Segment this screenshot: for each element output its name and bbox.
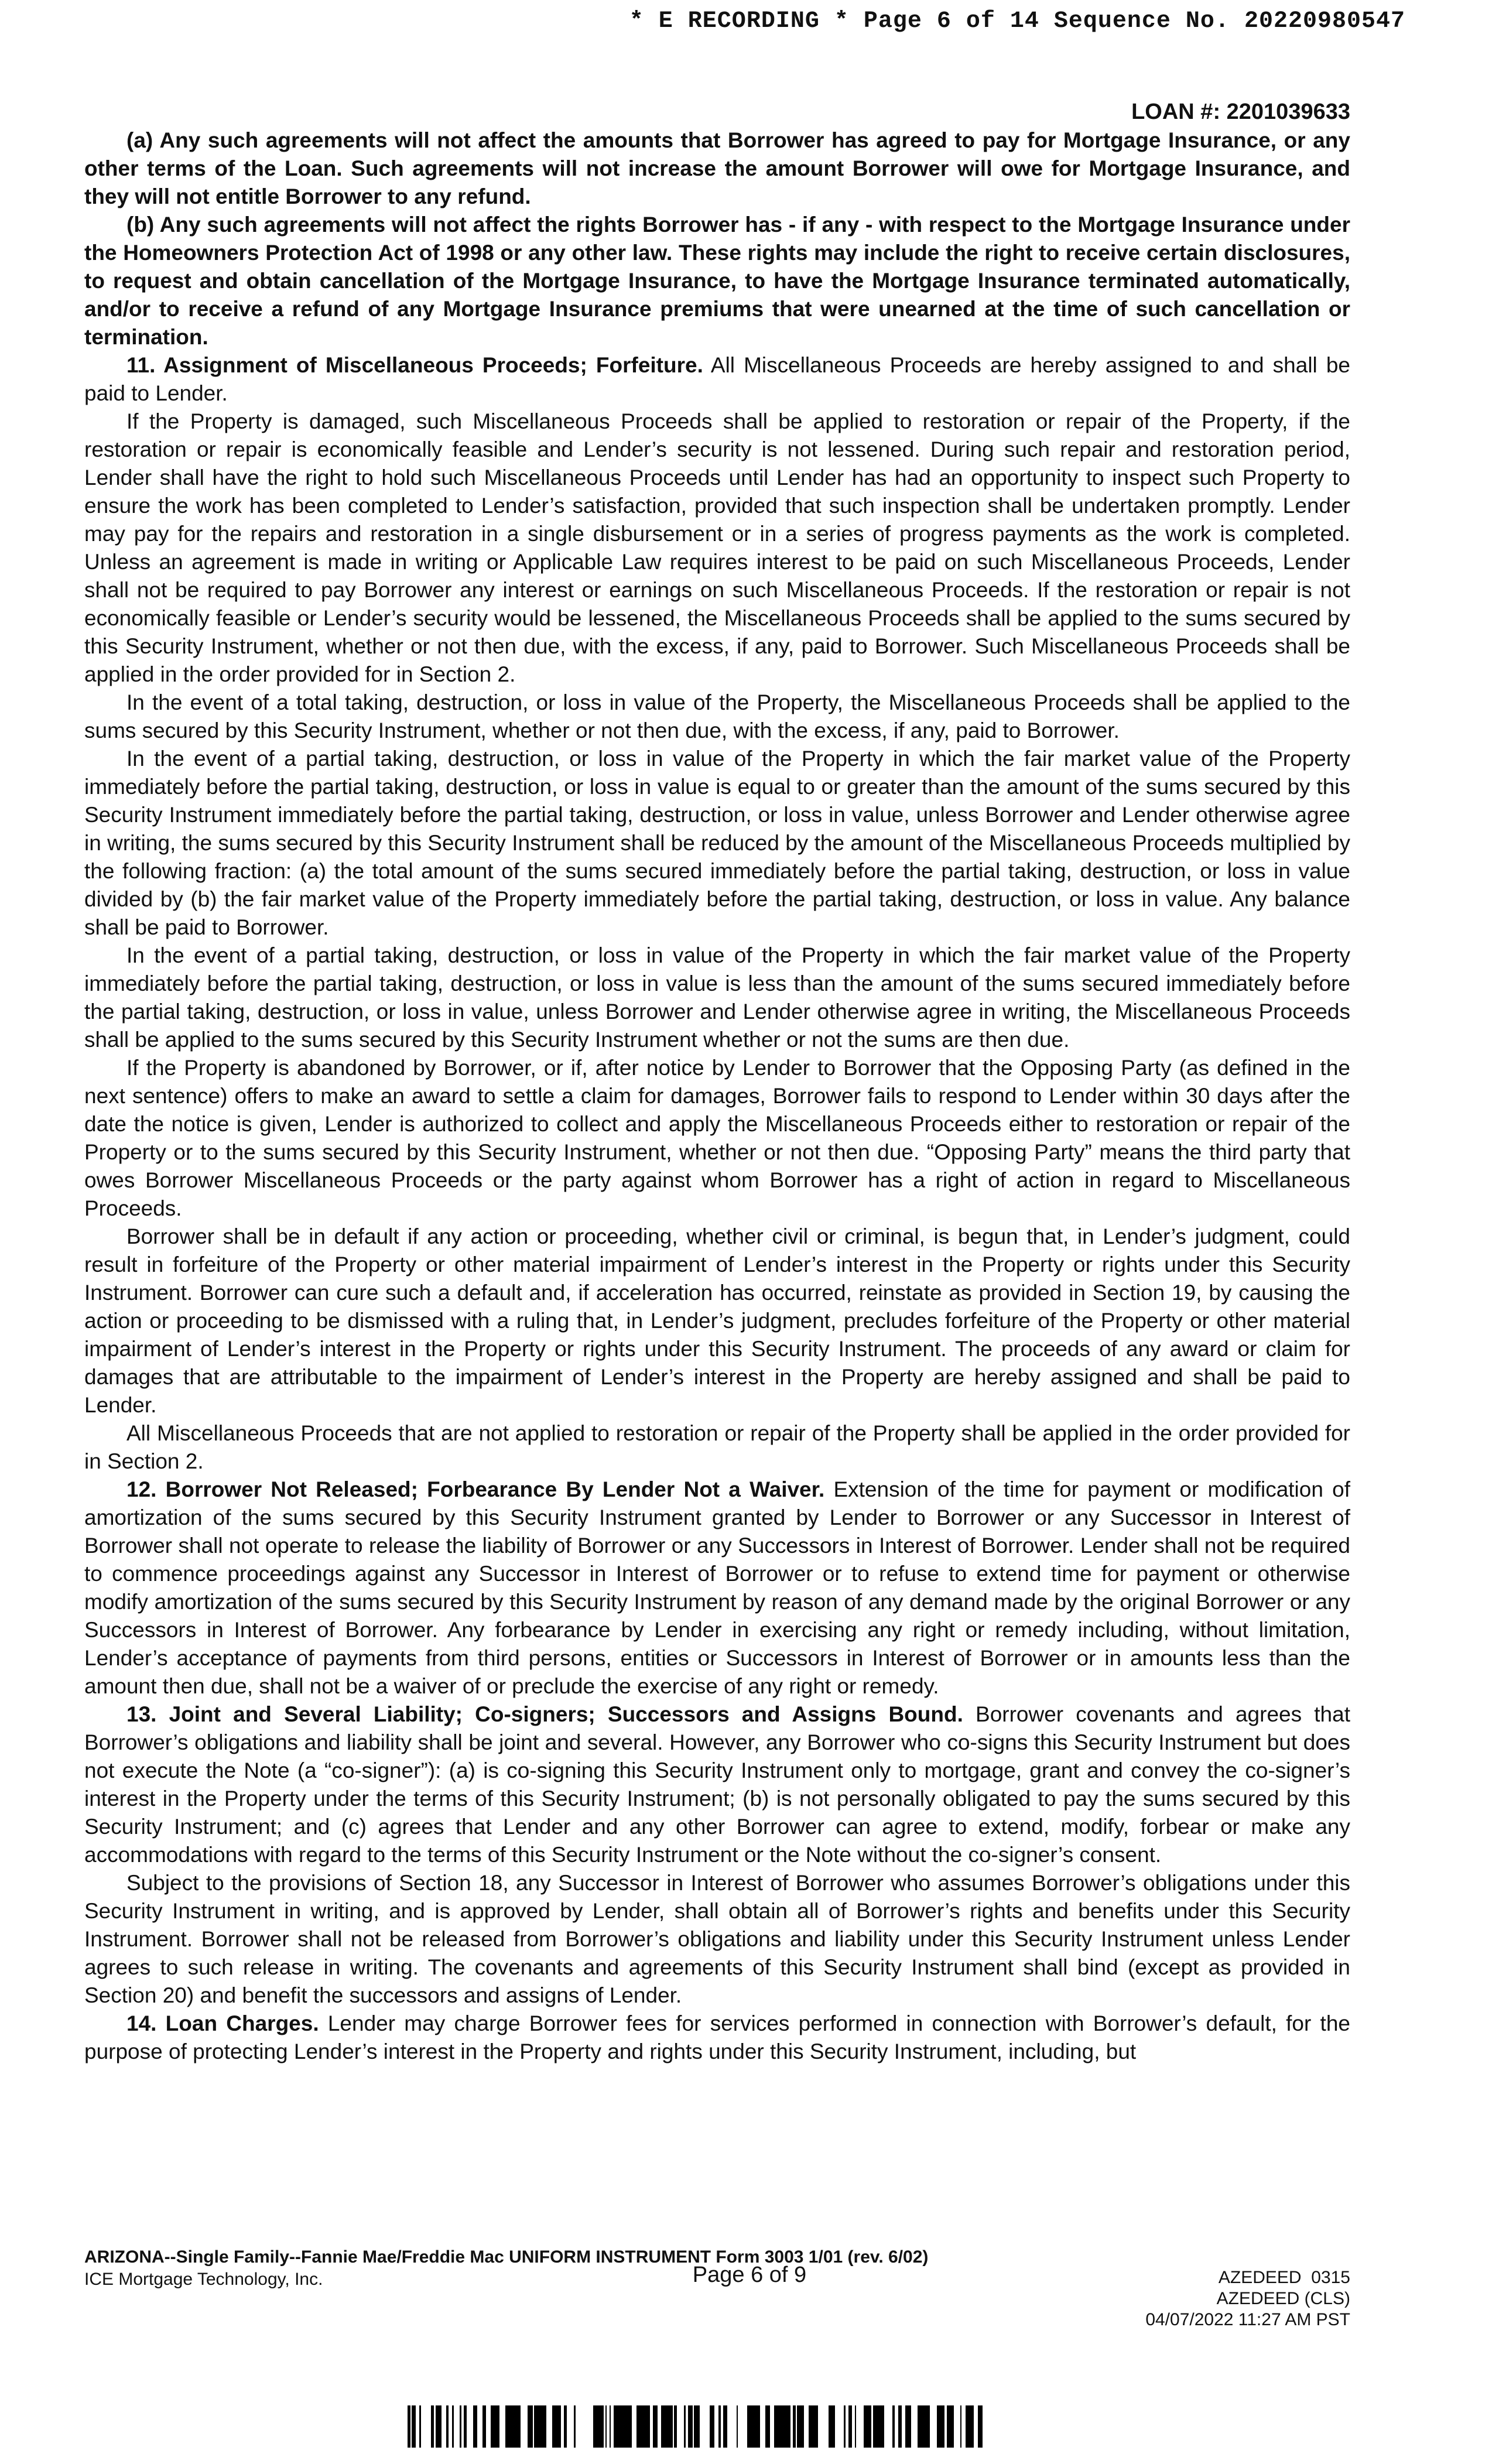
section-12: [84, 1476, 1350, 1700]
section-14-heading: 14. Loan Charges.: [126, 2011, 319, 2035]
loan-number: LOAN #: 2201039633: [1131, 100, 1350, 124]
footer-left: [84, 2246, 1021, 2291]
section-11-paragraph-3: In the event of a partial taking, destruction, or loss in value of the Property in which the fair market value of the Property immediately before the partial taking, destruction, or loss in value is equal to or greater than the amount of the sums secured by this Security Instrument immediately before the partial taking, destruction, or loss in value, unless Borrower and Lender otherwise agree in writing, the sums secured by this Security Instrument shall be reduced by the amount of the Miscellaneous Proceeds multiplied by the following fraction: (a) the total amount of the sums secured immediately before the partial taking, destruction, or loss in value divided by (b) the fair market value of the Property immediately before the partial taking, destruction, or loss in value. Any balance shall be paid to Borrower.: [84, 747, 1350, 939]
section-11-heading: 11. Assignment of Miscellaneous Proceeds; Forfeiture.: [126, 353, 703, 377]
section-11-intro: All Miscellaneous Proceeds are hereby assigned to and shall be paid to Lender.: [84, 353, 1350, 405]
section-13-paragraph-2: Subject to the provisions of Section 18, any Successor in Interest of Borrower who assumes Borrower’s obligations under this Security Instrument in writing, and is approved by Lender, shall obtain all of Borrower’s rights and benefits under this Security Instrument. Borrower shall not be released from Borrower’s obligations and liability under this Security Instrument unless Lender agrees to such release in writing. The covenants and agreements of this Security Instrument shall bind (except as provided in Section 20) and benefit the successors and assigns of Lender.: [84, 1871, 1350, 2007]
vendor-name: ICE Mortgage Technology, Inc.: [84, 2270, 323, 2289]
section-12-heading: 12. Borrower Not Released; Forbearance By Lender Not a Waiver.: [126, 1477, 825, 1501]
section-14-body: Lender may charge Borrower fees for services performed in connection with Borrower’s default, for the purpose of protecting Lender’s interest in the Property and rights under this Security Instrument, including, but: [84, 2011, 1350, 2063]
print-timestamp: 04/07/2022 11:27 AM PST: [1145, 2310, 1350, 2329]
footer-right: [995, 2267, 1350, 2330]
section-11-paragraph-6: Borrower shall be in default if any action or proceeding, whether civil or criminal, is begun that, in Lender’s judgment, could result in forfeiture of the Property or other material impairment of Lender’s interest in the Property or rights under this Security Instrument. Borrower can cure such a default and, if acceleration has occurred, reinstate as provided in Section 19, by causing the action or proceeding to be dismissed with a ruling that, in Lender’s judgment, precludes forfeiture of the Property or other material impairment of Lender’s interest in the Property or rights under this Security Instrument. The proceeds of any award or claim for damages that are attributable to the impairment of Lender’s interest in the Property are hereby assigned and shall be paid to Lender.: [84, 1224, 1350, 1417]
section-12-body: Extension of the time for payment or modification of amortization of the sums secured by this Security Instrument granted by Lender to Borrower or any Successor in Interest of Borrower shall not operate to release the liability of Borrower or any Successors in Interest of Borrower. Lender shall not be required to commence proceedings against any Successor in Interest of Borrower or to refuse to extend time for payment or otherwise modify amortization of the sums secured by this Security Instrument by reason of any demand made by the original Borrower or any Successors in Interest of Borrower. Any forbearance by Lender in exercising any right or remedy including, without limitation, Lender’s acceptance of payments from third persons, entities or Successors in Interest of Borrower or in amounts less than the amount then due, shall not be a waiver of or preclude the exercise of any right or remedy.: [84, 1477, 1350, 1698]
paragraph-a: (a) Any such agreements will not affect the amounts that Borrower has agreed to pay for Mortgage Insurance, or any other terms of the Loan. Such agreements will not increase the amount Borrower will owe for Mortgage Insurance, and they will not entitle Borrower to any refund.: [84, 128, 1350, 208]
section-13-body: Borrower covenants and agrees that Borrower’s obligations and liability shall be joint and several. However, any Borrower who co-signs this Security Instrument but does not execute the Note (a “co-signer”): (a) is co-signing this Security Instrument only to mortgage, grant and convey the co-signer’s interest in the Property under the terms of this Security Instrument; (b) is not personally obligated to pay the sums secured by this Security Instrument; and (c) agrees that Lender and any other Borrower can agree to extend, modify, forbear or make any accommodations with regard to the terms of this Security Instrument or the Note without the co-signer’s consent.: [84, 1702, 1350, 1867]
page-number: Page 6 of 9: [692, 2263, 807, 2287]
section-11-paragraph-1: If the Property is damaged, such Miscellaneous Proceeds shall be applied to restoration or repair of the Property, if the restoration or repair is economically feasible and Lender’s security is not lessened. During such repair and restoration period, Lender shall have the right to hold such Miscellaneous Proceeds until Lender has had an opportunity to inspect such Property to ensure the work has been completed to Lender’s satisfaction, provided that such inspection shall be undertaken promptly. Lender may pay for the repairs and restoration in a single disbursement or in a series of progress payments as the work is completed. Unless an agreement is made in writing or Applicable Law requires interest to be paid on such Miscellaneous Proceeds, Lender shall not be required to pay Borrower any interest or earnings on such Miscellaneous Proceeds. If the restoration or repair is not economically feasible or Lender’s security would be lessened, the Miscellaneous Proceeds shall be applied to the sums secured by this Security Instrument, whether or not then due, with the excess, if any, paid to Borrower. Such Miscellaneous Proceeds shall be applied in the order provided for in Section 2.: [84, 409, 1350, 686]
section-13: [84, 1700, 1350, 1869]
paragraph-b: (b) Any such agreements will not affect the rights Borrower has - if any - with respect to the Mortgage Insurance under the Homeowners Protection Act of 1998 or any other law. These rights may include the right to receive certain disclosures, to request and obtain cancellation of the Mortgage Insurance, to have the Mortgage Insurance terminated automatically, and/or to receive a refund of any Mortgage Insurance premiums that were unearned at the time of such cancellation or termination.: [84, 213, 1350, 349]
form-code: AZEDEED 0315: [1218, 2268, 1350, 2287]
form-code-cls: AZEDEED (CLS): [1216, 2289, 1350, 2308]
section-11-paragraph-7: All Miscellaneous Proceeds that are not applied to restoration or repair of the Property shall be applied in the order provided for in Section 2.: [84, 1421, 1350, 1473]
section-11: [84, 351, 1350, 408]
section-14: [84, 2010, 1350, 2066]
recording-header: * E RECORDING * Page 6 of 14 Sequence No. 20220980547: [629, 8, 1405, 35]
section-13-heading: 13. Joint and Several Liability; Co-signers; Successors and Assigns Bound.: [126, 1702, 963, 1726]
section-11-paragraph-2: In the event of a total taking, destruction, or loss in value of the Property, the Miscellaneous Proceeds shall be applied to the sums secured by this Security Instrument, whether or not then due, with the excess, if any, paid to Borrower.: [84, 690, 1350, 742]
section-11-paragraph-4: In the event of a partial taking, destruction, or loss in value of the Property in which the fair market value of the Property immediately before the partial taking, destruction, or loss in value is less than the amount of the sums secured immediately before the partial taking, destruction, or loss in value, unless Borrower and Lender otherwise agree in writing, the Miscellaneous Proceeds shall be applied to the sums secured by this Security Instrument whether or not the sums are then due.: [84, 943, 1350, 1052]
document-body: [84, 126, 1350, 2066]
barcode-icon: [408, 2405, 988, 2448]
section-11-paragraph-5: If the Property is abandoned by Borrower, or if, after notice by Lender to Borrower that the Opposing Party (as defined in the next sentence) offers to make an award to settle a claim for damages, Borrower fails to respond to Lender within 30 days after the date the notice is given, Lender is authorized to collect and apply the Miscellaneous Proceeds either to restoration or repair of the Property or to the sums secured by this Security Instrument, whether or not then due. “Opposing Party” means the third party that owes Borrower Miscellaneous Proceeds or the party against whom Borrower has a right of action in regard to Miscellaneous Proceeds.: [84, 1056, 1350, 1220]
form-title: ARIZONA--Single Family--Fannie Mae/Freddie Mac UNIFORM INSTRUMENT Form 3003 1/01 (rev. 6/02): [84, 2247, 929, 2267]
